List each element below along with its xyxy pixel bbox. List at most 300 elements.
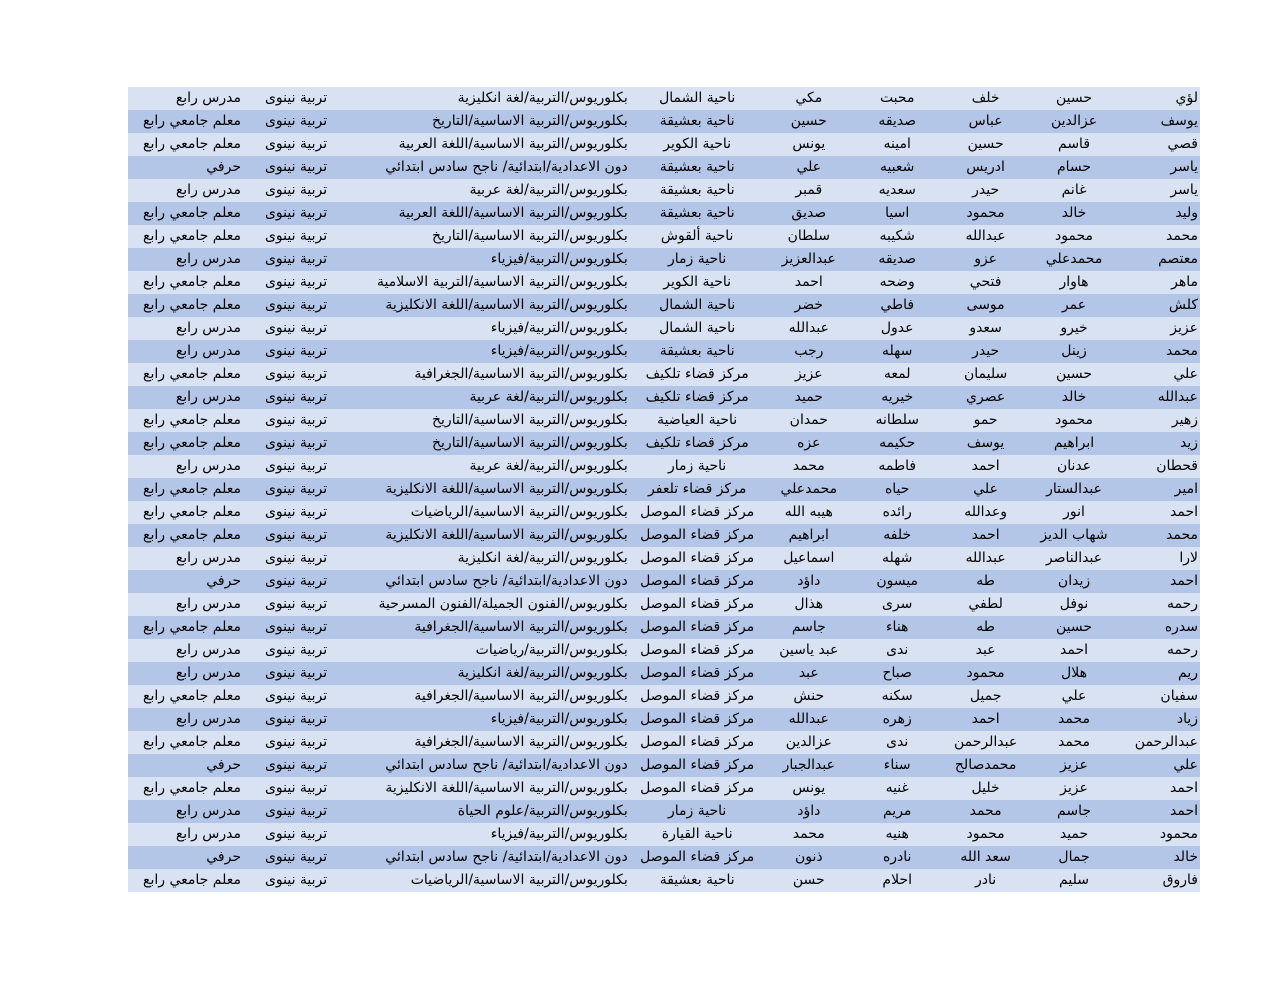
- cell-district: مركز قضاء الموصل: [630, 524, 765, 547]
- cell-qualification: دون الاعدادية/ابتدائية/ ناجح سادس ابتدائي: [329, 846, 630, 869]
- cell-first-name: قصي: [1118, 133, 1200, 156]
- cell-job-title: معلم جامعي رابع: [128, 685, 243, 708]
- cell-district: ناحية بعشيقة: [630, 340, 765, 363]
- cell-district: مركز قضاء تلعفر: [630, 478, 765, 501]
- cell-job-title: معلم جامعي رابع: [128, 110, 243, 133]
- cell-directorate: تربية نينوى: [243, 570, 329, 593]
- table-row: [128, 846, 1200, 869]
- cell-first-name: محمد: [1118, 225, 1200, 248]
- cell-district: مركز قضاء الموصل: [630, 570, 765, 593]
- cell-mother-father-name: عزالدين: [765, 731, 853, 754]
- cell-mother-name: صديقه: [853, 110, 941, 133]
- cell-mother-name: سكنه: [853, 685, 941, 708]
- table-row: [128, 731, 1200, 754]
- cell-district: ناحية القيارة: [630, 823, 765, 846]
- cell-job-title: حرفي: [128, 156, 243, 179]
- table-row: [128, 777, 1200, 800]
- cell-mother-name: صديقه: [853, 248, 941, 271]
- cell-mother-father-name: محمد: [765, 823, 853, 846]
- table-row: [128, 432, 1200, 455]
- cell-first-name: زيد: [1118, 432, 1200, 455]
- cell-mother-name: حياه: [853, 478, 941, 501]
- cell-grandfather-name: محمدصالح: [941, 754, 1029, 777]
- cell-grandfather-name: وعدالله: [941, 501, 1029, 524]
- cell-grandfather-name: جميل: [941, 685, 1029, 708]
- cell-job-title: مدرس رابع: [128, 87, 243, 110]
- cell-first-name: وليد: [1118, 202, 1200, 225]
- cell-mother-name: خلفه: [853, 524, 941, 547]
- cell-mother-name: نادره: [853, 846, 941, 869]
- cell-district: مركز قضاء الموصل: [630, 777, 765, 800]
- cell-district: مركز قضاء تلكيف: [630, 363, 765, 386]
- cell-father-name: شهاب الديز: [1030, 524, 1118, 547]
- cell-mother-father-name: سلطان: [765, 225, 853, 248]
- cell-qualification: بكلوريوس/التربية الاساسية/التاريخ: [329, 225, 630, 248]
- cell-qualification: بكلوريوس/التربية/فيزياء: [329, 823, 630, 846]
- cell-mother-father-name: محمد: [765, 455, 853, 478]
- cell-first-name: خالد: [1118, 846, 1200, 869]
- cell-mother-name: فاطي: [853, 294, 941, 317]
- cell-first-name: يوسف: [1118, 110, 1200, 133]
- cell-directorate: تربية نينوى: [243, 593, 329, 616]
- cell-directorate: تربية نينوى: [243, 478, 329, 501]
- cell-job-title: مدرس رابع: [128, 547, 243, 570]
- cell-qualification: بكلوريوس/التربية/لغة عربية: [329, 455, 630, 478]
- cell-grandfather-name: عبدالله: [941, 547, 1029, 570]
- cell-father-name: احمد: [1030, 639, 1118, 662]
- cell-father-name: غانم: [1030, 179, 1118, 202]
- cell-district: مركز قضاء الموصل: [630, 547, 765, 570]
- cell-directorate: تربية نينوى: [243, 110, 329, 133]
- table-row: [128, 317, 1200, 340]
- cell-mother-father-name: حنش: [765, 685, 853, 708]
- cell-job-title: مدرس رابع: [128, 386, 243, 409]
- cell-directorate: تربية نينوى: [243, 202, 329, 225]
- table-row: [128, 800, 1200, 823]
- cell-grandfather-name: موسى: [941, 294, 1029, 317]
- cell-qualification: بكلوريوس/التربية الاساسية/الجغرافية: [329, 685, 630, 708]
- table-row: [128, 685, 1200, 708]
- cell-district: ناحية ألقوش: [630, 225, 765, 248]
- cell-district: ناحية بعشيقة: [630, 110, 765, 133]
- cell-father-name: عمر: [1030, 294, 1118, 317]
- cell-mother-father-name: خضر: [765, 294, 853, 317]
- cell-directorate: تربية نينوى: [243, 87, 329, 110]
- cell-directorate: تربية نينوى: [243, 777, 329, 800]
- table-row: [128, 823, 1200, 846]
- cell-job-title: مدرس رابع: [128, 823, 243, 846]
- cell-mother-name: شهله: [853, 547, 941, 570]
- cell-directorate: تربية نينوى: [243, 409, 329, 432]
- cell-job-title: معلم جامعي رابع: [128, 202, 243, 225]
- cell-first-name: قحطان: [1118, 455, 1200, 478]
- cell-mother-name: اسيا: [853, 202, 941, 225]
- cell-grandfather-name: عزو: [941, 248, 1029, 271]
- cell-mother-name: شعبيه: [853, 156, 941, 179]
- cell-directorate: تربية نينوى: [243, 662, 329, 685]
- cell-mother-name: مريم: [853, 800, 941, 823]
- cell-father-name: زيدان: [1030, 570, 1118, 593]
- cell-job-title: معلم جامعي رابع: [128, 501, 243, 524]
- cell-qualification: بكلوريوس/التربية/لغة عربية: [329, 179, 630, 202]
- cell-first-name: زهير: [1118, 409, 1200, 432]
- cell-grandfather-name: احمد: [941, 524, 1029, 547]
- cell-grandfather-name: فتحي: [941, 271, 1029, 294]
- cell-first-name: معتصم: [1118, 248, 1200, 271]
- cell-directorate: تربية نينوى: [243, 225, 329, 248]
- cell-district: مركز قضاء الموصل: [630, 846, 765, 869]
- cell-father-name: حسين: [1030, 363, 1118, 386]
- cell-first-name: محمد: [1118, 524, 1200, 547]
- cell-directorate: تربية نينوى: [243, 455, 329, 478]
- cell-mother-name: ندى: [853, 731, 941, 754]
- cell-job-title: معلم جامعي رابع: [128, 225, 243, 248]
- cell-qualification: بكلوريوس/التربية الاساسية/التاريخ: [329, 409, 630, 432]
- cell-grandfather-name: سعدو: [941, 317, 1029, 340]
- cell-father-name: علي: [1030, 685, 1118, 708]
- table-row: [128, 156, 1200, 179]
- cell-district: ناحية الشمال: [630, 317, 765, 340]
- cell-district: ناحية الشمال: [630, 294, 765, 317]
- cell-grandfather-name: لطفي: [941, 593, 1029, 616]
- cell-job-title: مدرس رابع: [128, 800, 243, 823]
- cell-father-name: عبدالناصر: [1030, 547, 1118, 570]
- cell-first-name: احمد: [1118, 570, 1200, 593]
- cell-job-title: مدرس رابع: [128, 340, 243, 363]
- cell-mother-father-name: داؤد: [765, 570, 853, 593]
- cell-district: ناحية زمار: [630, 800, 765, 823]
- cell-mother-father-name: يونس: [765, 777, 853, 800]
- cell-district: مركز قضاء الموصل: [630, 685, 765, 708]
- cell-qualification: بكلوريوس/التربية الاساسية/اللغة الانكليزية: [329, 524, 630, 547]
- cell-mother-father-name: عبد ياسين: [765, 639, 853, 662]
- cell-directorate: تربية نينوى: [243, 524, 329, 547]
- cell-job-title: حرفي: [128, 754, 243, 777]
- cell-directorate: تربية نينوى: [243, 823, 329, 846]
- data-table: [128, 87, 1200, 892]
- cell-mother-father-name: علي: [765, 156, 853, 179]
- cell-first-name: ياسر: [1118, 156, 1200, 179]
- cell-job-title: معلم جامعي رابع: [128, 363, 243, 386]
- cell-mother-father-name: صديق: [765, 202, 853, 225]
- cell-job-title: مدرس رابع: [128, 639, 243, 662]
- cell-qualification: بكلوريوس/التربية الاساسية/اللغة الانكليزية: [329, 294, 630, 317]
- cell-qualification: دون الاعدادية/ابتدائية/ ناجح سادس ابتدائي: [329, 156, 630, 179]
- cell-directorate: تربية نينوى: [243, 800, 329, 823]
- cell-grandfather-name: طه: [941, 616, 1029, 639]
- cell-father-name: عزالدين: [1030, 110, 1118, 133]
- cell-district: مركز قضاء الموصل: [630, 616, 765, 639]
- cell-directorate: تربية نينوى: [243, 501, 329, 524]
- cell-grandfather-name: محمود: [941, 662, 1029, 685]
- cell-mother-father-name: عزه: [765, 432, 853, 455]
- cell-mother-name: شكيبه: [853, 225, 941, 248]
- cell-qualification: بكلوريوس/التربية الاساسية/اللغة الانكليزية: [329, 478, 630, 501]
- table-row: [128, 708, 1200, 731]
- table-row: [128, 409, 1200, 432]
- table-row: [128, 639, 1200, 662]
- cell-qualification: بكلوريوس/التربية الاساسية/اللغة الانكليزية: [329, 777, 630, 800]
- cell-mother-name: ميسون: [853, 570, 941, 593]
- cell-qualification: بكلوريوس/التربية/رياضيات: [329, 639, 630, 662]
- cell-job-title: معلم جامعي رابع: [128, 731, 243, 754]
- cell-district: مركز قضاء الموصل: [630, 708, 765, 731]
- cell-mother-name: عدول: [853, 317, 941, 340]
- cell-district: ناحية العياضية: [630, 409, 765, 432]
- cell-first-name: امير: [1118, 478, 1200, 501]
- table-row: [128, 248, 1200, 271]
- cell-directorate: تربية نينوى: [243, 547, 329, 570]
- cell-job-title: معلم جامعي رابع: [128, 478, 243, 501]
- cell-mother-name: سلطانه: [853, 409, 941, 432]
- cell-mother-father-name: مكي: [765, 87, 853, 110]
- cell-mother-name: لمعه: [853, 363, 941, 386]
- cell-job-title: معلم جامعي رابع: [128, 616, 243, 639]
- cell-qualification: بكلوريوس/التربية الاساسية/الجغرافية: [329, 363, 630, 386]
- cell-mother-father-name: عبدالله: [765, 317, 853, 340]
- cell-job-title: معلم جامعي رابع: [128, 524, 243, 547]
- cell-father-name: انور: [1030, 501, 1118, 524]
- cell-district: ناحية الكوير: [630, 271, 765, 294]
- cell-district: ناحية زمار: [630, 455, 765, 478]
- cell-district: ناحية بعشيقة: [630, 869, 765, 892]
- cell-first-name: ماهر: [1118, 271, 1200, 294]
- cell-mother-name: ندى: [853, 639, 941, 662]
- cell-mother-father-name: قمبر: [765, 179, 853, 202]
- cell-qualification: بكلوريوس/التربية الاساسية/التاريخ: [329, 110, 630, 133]
- cell-first-name: فاروق: [1118, 869, 1200, 892]
- cell-mother-father-name: احمد: [765, 271, 853, 294]
- cell-mother-father-name: يونس: [765, 133, 853, 156]
- cell-grandfather-name: احمد: [941, 708, 1029, 731]
- cell-grandfather-name: علي: [941, 478, 1029, 501]
- cell-mother-name: هنيه: [853, 823, 941, 846]
- cell-grandfather-name: محمود: [941, 202, 1029, 225]
- cell-directorate: تربية نينوى: [243, 340, 329, 363]
- cell-father-name: خيرو: [1030, 317, 1118, 340]
- cell-grandfather-name: حيدر: [941, 179, 1029, 202]
- cell-grandfather-name: عبدالله: [941, 225, 1029, 248]
- cell-father-name: هلال: [1030, 662, 1118, 685]
- cell-directorate: تربية نينوى: [243, 708, 329, 731]
- cell-mother-name: احلام: [853, 869, 941, 892]
- cell-mother-name: محبت: [853, 87, 941, 110]
- cell-mother-name: سهله: [853, 340, 941, 363]
- cell-district: ناحية الكوير: [630, 133, 765, 156]
- cell-mother-name: امينه: [853, 133, 941, 156]
- cell-qualification: بكلوريوس/الفنون الجميلة/الفنون المسرحية: [329, 593, 630, 616]
- cell-directorate: تربية نينوى: [243, 179, 329, 202]
- cell-mother-name: خيريه: [853, 386, 941, 409]
- cell-father-name: عبدالستار: [1030, 478, 1118, 501]
- cell-father-name: حسين: [1030, 87, 1118, 110]
- cell-first-name: رحمه: [1118, 639, 1200, 662]
- cell-job-title: حرفي: [128, 570, 243, 593]
- cell-grandfather-name: عصري: [941, 386, 1029, 409]
- cell-qualification: بكلوريوس/التربية/لغة انكليزية: [329, 547, 630, 570]
- cell-father-name: محمود: [1030, 225, 1118, 248]
- cell-first-name: سدره: [1118, 616, 1200, 639]
- cell-mother-name: زهره: [853, 708, 941, 731]
- cell-first-name: علي: [1118, 754, 1200, 777]
- cell-mother-father-name: عبدالعزيز: [765, 248, 853, 271]
- cell-father-name: محمد: [1030, 708, 1118, 731]
- cell-directorate: تربية نينوى: [243, 639, 329, 662]
- cell-grandfather-name: محمد: [941, 800, 1029, 823]
- cell-directorate: تربية نينوى: [243, 156, 329, 179]
- cell-mother-father-name: حميد: [765, 386, 853, 409]
- cell-father-name: ابراهيم: [1030, 432, 1118, 455]
- table-row: [128, 593, 1200, 616]
- cell-father-name: جاسم: [1030, 800, 1118, 823]
- cell-father-name: حسين: [1030, 616, 1118, 639]
- table-row: [128, 202, 1200, 225]
- cell-father-name: هاوار: [1030, 271, 1118, 294]
- cell-grandfather-name: حيدر: [941, 340, 1029, 363]
- cell-mother-name: سرى: [853, 593, 941, 616]
- cell-district: مركز قضاء الموصل: [630, 593, 765, 616]
- cell-first-name: عبدالرحمن: [1118, 731, 1200, 754]
- table-row: [128, 133, 1200, 156]
- cell-father-name: عزيز: [1030, 777, 1118, 800]
- cell-directorate: تربية نينوى: [243, 133, 329, 156]
- cell-district: مركز قضاء الموصل: [630, 639, 765, 662]
- table-row: [128, 271, 1200, 294]
- cell-directorate: تربية نينوى: [243, 294, 329, 317]
- table-row: [128, 662, 1200, 685]
- table-row: [128, 616, 1200, 639]
- cell-first-name: احمد: [1118, 800, 1200, 823]
- cell-job-title: مدرس رابع: [128, 179, 243, 202]
- cell-father-name: قاسم: [1030, 133, 1118, 156]
- cell-district: مركز قضاء تلكيف: [630, 386, 765, 409]
- cell-mother-name: هناء: [853, 616, 941, 639]
- cell-mother-father-name: عبد: [765, 662, 853, 685]
- cell-qualification: بكلوريوس/التربية/فيزياء: [329, 317, 630, 340]
- table-row: [128, 501, 1200, 524]
- table-row: [128, 455, 1200, 478]
- cell-district: ناحية زمار: [630, 248, 765, 271]
- cell-directorate: تربية نينوى: [243, 386, 329, 409]
- cell-father-name: عدنان: [1030, 455, 1118, 478]
- cell-mother-father-name: عبدالجبار: [765, 754, 853, 777]
- cell-job-title: معلم جامعي رابع: [128, 271, 243, 294]
- cell-qualification: بكلوريوس/التربية/فيزياء: [329, 340, 630, 363]
- cell-job-title: معلم جامعي رابع: [128, 133, 243, 156]
- cell-qualification: بكلوريوس/التربية/لغة انكليزية: [329, 87, 630, 110]
- cell-father-name: خالد: [1030, 386, 1118, 409]
- cell-directorate: تربية نينوى: [243, 754, 329, 777]
- cell-qualification: بكلوريوس/التربية/فيزياء: [329, 248, 630, 271]
- cell-district: ناحية بعشيقة: [630, 156, 765, 179]
- cell-job-title: مدرس رابع: [128, 708, 243, 731]
- cell-mother-father-name: هيبه الله: [765, 501, 853, 524]
- cell-father-name: عزيز: [1030, 754, 1118, 777]
- cell-district: ناحية الشمال: [630, 87, 765, 110]
- cell-first-name: سفيان: [1118, 685, 1200, 708]
- cell-grandfather-name: خليل: [941, 777, 1029, 800]
- cell-father-name: سليم: [1030, 869, 1118, 892]
- cell-grandfather-name: محمود: [941, 823, 1029, 846]
- cell-father-name: محمود: [1030, 409, 1118, 432]
- cell-father-name: حسام: [1030, 156, 1118, 179]
- table-row: [128, 110, 1200, 133]
- table-row: [128, 225, 1200, 248]
- cell-directorate: تربية نينوى: [243, 869, 329, 892]
- table-row: [128, 524, 1200, 547]
- cell-qualification: بكلوريوس/التربية/علوم الحياة: [329, 800, 630, 823]
- table-row: [128, 478, 1200, 501]
- cell-qualification: بكلوريوس/التربية الاساسية/الرياضيات: [329, 501, 630, 524]
- cell-mother-father-name: ابراهيم: [765, 524, 853, 547]
- cell-directorate: تربية نينوى: [243, 248, 329, 271]
- cell-first-name: عبدالله: [1118, 386, 1200, 409]
- cell-father-name: خالد: [1030, 202, 1118, 225]
- cell-father-name: نوفل: [1030, 593, 1118, 616]
- cell-first-name: ريم: [1118, 662, 1200, 685]
- cell-mother-name: سعديه: [853, 179, 941, 202]
- cell-mother-name: سناء: [853, 754, 941, 777]
- cell-job-title: مدرس رابع: [128, 455, 243, 478]
- cell-job-title: مدرس رابع: [128, 317, 243, 340]
- cell-grandfather-name: نادر: [941, 869, 1029, 892]
- cell-qualification: بكلوريوس/التربية الاساسية/التاريخ: [329, 432, 630, 455]
- cell-qualification: بكلوريوس/التربية الاساسية/الجغرافية: [329, 616, 630, 639]
- cell-first-name: لؤي: [1118, 87, 1200, 110]
- cell-first-name: زياد: [1118, 708, 1200, 731]
- cell-first-name: محمد: [1118, 340, 1200, 363]
- cell-father-name: محمدعلي: [1030, 248, 1118, 271]
- cell-directorate: تربية نينوى: [243, 432, 329, 455]
- cell-mother-father-name: حمدان: [765, 409, 853, 432]
- cell-mother-name: غنيه: [853, 777, 941, 800]
- table-body: [128, 87, 1200, 892]
- cell-district: مركز قضاء تلكيف: [630, 432, 765, 455]
- cell-first-name: علي: [1118, 363, 1200, 386]
- cell-first-name: عزيز: [1118, 317, 1200, 340]
- cell-first-name: محمود: [1118, 823, 1200, 846]
- table-row: [128, 363, 1200, 386]
- cell-father-name: محمد: [1030, 731, 1118, 754]
- cell-qualification: دون الاعدادية/ابتدائية/ ناجح سادس ابتدائي: [329, 570, 630, 593]
- cell-qualification: بكلوريوس/التربية الاساسية/الجغرافية: [329, 731, 630, 754]
- cell-grandfather-name: حسين: [941, 133, 1029, 156]
- cell-mother-father-name: ذنون: [765, 846, 853, 869]
- table-row: [128, 570, 1200, 593]
- cell-grandfather-name: سليمان: [941, 363, 1029, 386]
- cell-grandfather-name: احمد: [941, 455, 1029, 478]
- cell-father-name: جمال: [1030, 846, 1118, 869]
- table-row: [128, 179, 1200, 202]
- cell-job-title: معلم جامعي رابع: [128, 432, 243, 455]
- cell-father-name: زينل: [1030, 340, 1118, 363]
- cell-grandfather-name: عباس: [941, 110, 1029, 133]
- cell-mother-name: رائده: [853, 501, 941, 524]
- cell-mother-father-name: حسين: [765, 110, 853, 133]
- cell-directorate: تربية نينوى: [243, 363, 329, 386]
- cell-father-name: حميد: [1030, 823, 1118, 846]
- cell-qualification: بكلوريوس/التربية/لغة عربية: [329, 386, 630, 409]
- cell-mother-father-name: عبدالله: [765, 708, 853, 731]
- cell-first-name: احمد: [1118, 501, 1200, 524]
- cell-job-title: حرفي: [128, 846, 243, 869]
- cell-mother-father-name: داؤد: [765, 800, 853, 823]
- cell-directorate: تربية نينوى: [243, 271, 329, 294]
- cell-mother-father-name: هذال: [765, 593, 853, 616]
- cell-qualification: بكلوريوس/التربية الاساسية/اللغة العربية: [329, 202, 630, 225]
- cell-first-name: ياسر: [1118, 179, 1200, 202]
- cell-district: ناحية بعشيقة: [630, 179, 765, 202]
